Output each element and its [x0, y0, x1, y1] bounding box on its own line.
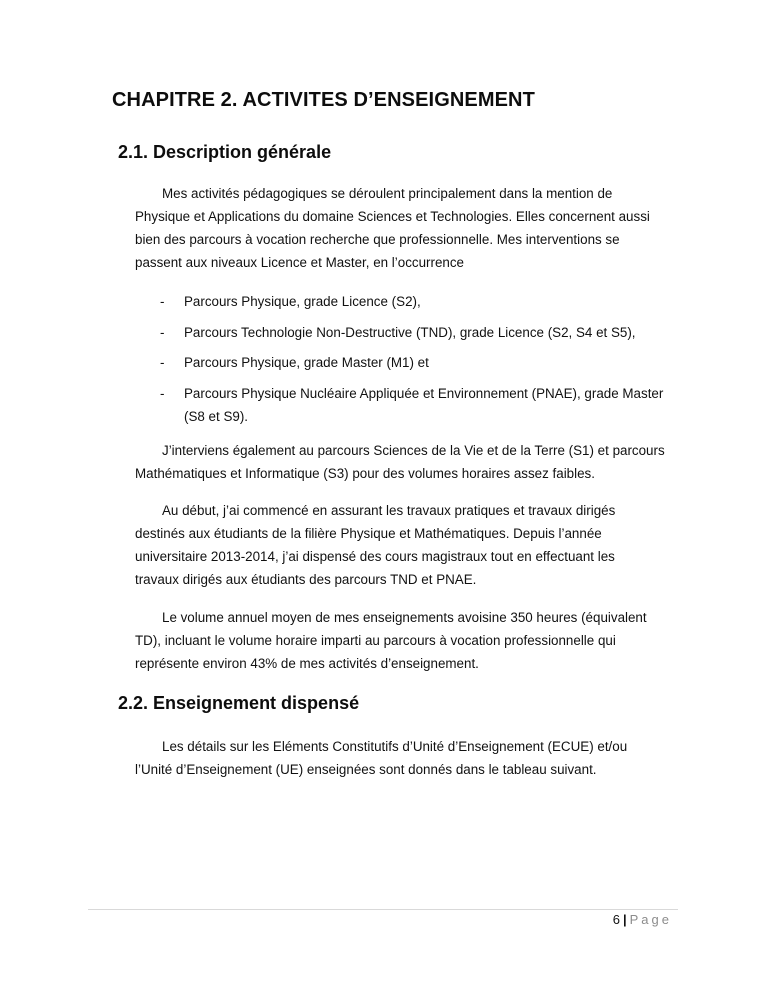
chapter-title: CHAPITRE 2. ACTIVITES D’ENSEIGNEMENT — [112, 89, 535, 111]
paragraph-line: l’Unité d’Enseignement (UE) enseignées sont donnés dans le tableau suivant. — [135, 762, 597, 777]
paragraph-line: TD), incluant le volume horaire imparti au parcours à vocation professionnelle qui — [135, 633, 616, 648]
paragraph-table-intro — [135, 735, 675, 781]
paragraph-history — [135, 499, 675, 591]
list-item — [160, 321, 680, 344]
list-item-text: Parcours Technologie Non-Destructive (TND), grade Licence (S2, S4 et S5), — [184, 324, 636, 340]
paragraph-line: J’interviens également au parcours Sciences de la Vie et de la Terre (S1) et parcours — [162, 443, 665, 458]
list-item — [160, 351, 680, 374]
paragraph-line: universitaire 2013-2014, j’ai dispensé des cours magistraux tout en effectuant les — [135, 549, 615, 564]
paragraph-intro — [135, 182, 675, 274]
paragraph-line: représente environ 43% de mes activités d’enseignement. — [135, 656, 479, 671]
bullet-marker: - — [160, 294, 165, 309]
section-title-description: 2.1. Description générale — [118, 142, 332, 162]
footer-divider — [88, 909, 678, 910]
list-item — [160, 382, 680, 428]
section-title-enseignement: 2.2. Enseignement dispensé — [118, 693, 360, 713]
paragraph-line: Physique et Applications du domaine Sciences et Technologies. Elles concernent aussi — [135, 209, 650, 224]
list-item-text-continuation: (S8 et S9). — [184, 408, 249, 424]
page-footer — [613, 912, 672, 927]
page-label: Page — [629, 912, 672, 927]
paragraph-line: passent aux niveaux Licence et Master, en l’occurrence — [135, 255, 464, 270]
bullet-marker: - — [160, 355, 165, 370]
paragraph-volume — [135, 606, 675, 675]
bullet-marker: - — [160, 385, 165, 401]
parcours-list — [160, 290, 680, 435]
list-item — [160, 290, 680, 313]
list-item-text: Parcours Physique Nucléaire Appliquée et Environnement (PNAE), grade Master — [184, 385, 664, 401]
paragraph-line: Mes activités pédagogiques se déroulent principalement dans la mention de — [162, 186, 613, 201]
paragraph-line: Au début, j’ai commencé en assurant les travaux pratiques et travaux dirigés — [162, 503, 616, 518]
bullet-marker: - — [160, 324, 165, 340]
paragraph-line: bien des parcours à vocation recherche que professionnelle. Mes interventions se — [135, 232, 620, 247]
footer-separator: | — [622, 912, 627, 927]
list-item-text: Parcours Physique, grade Master (M1) et — [184, 355, 429, 370]
page-number: 6 — [612, 912, 620, 927]
list-item-text: Parcours Physique, grade Licence (S2), — [184, 294, 421, 309]
paragraph-line: Le volume annuel moyen de mes enseignements avoisine 350 heures (équivalent — [162, 610, 647, 625]
paragraph-line: destinés aux étudiants de la filière Physique et Mathématiques. Depuis l’année — [135, 526, 602, 541]
paragraph-line: Mathématiques et Informatique (S3) pour des volumes horaires assez faibles. — [135, 466, 595, 481]
paragraph-line: Les détails sur les Eléments Constitutifs d’Unité d’Enseignement (ECUE) et/ou — [162, 739, 628, 754]
paragraph-line: travaux dirigés aux étudiants des parcours TND et PNAE. — [135, 572, 477, 587]
paragraph-other-parcours — [135, 439, 675, 485]
